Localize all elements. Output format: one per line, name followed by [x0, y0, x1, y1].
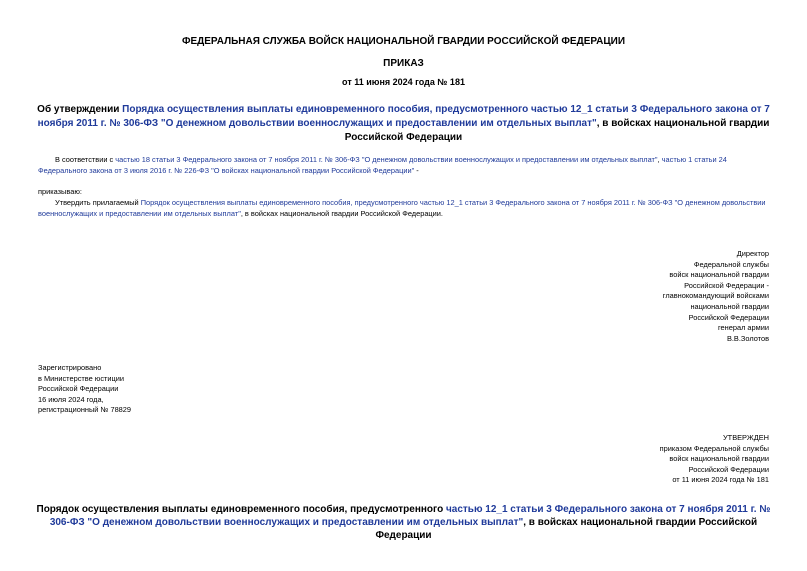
approval-line: Российской Федерации: [688, 464, 769, 474]
approval-block: [660, 433, 769, 486]
title-suffix: , в войсках национальной гвардии Российской Федерации: [344, 118, 770, 143]
preamble-start: В соответствии с: [55, 155, 116, 164]
signature-block: [663, 249, 769, 344]
approve-end: , в войсках национальной гвардии Российской Федерации.: [240, 209, 443, 218]
procedure-law-link[interactable]: частью 12_1 статьи 3 Федерального закона от 7 ноября 2011 г. № 306-ФЗ "О денежном довольствии военнослужащих и предоставлении им отдельных выплат": [49, 504, 771, 528]
procedure-title-suffix: , в войсках национальной гвардии Российской Федерации: [375, 517, 758, 541]
registration-line: 16 июля 2024 года,: [38, 394, 104, 404]
registration-line: Российской Федерации: [38, 384, 119, 394]
approve-paragraph: [38, 197, 769, 219]
registration-line: в Министерстве юстиции: [38, 373, 125, 383]
signature-line: генерал армии: [718, 323, 769, 333]
signature-line: Директор: [736, 249, 769, 258]
signature-line: главнокомандующий войсками: [662, 291, 769, 301]
preamble-mid: ,: [657, 155, 662, 164]
title-procedure-link[interactable]: Порядка осуществления выплаты единовременного пособия, предусмотренного частью 12_1 статьи 3 Федерального закона от 7 ноября 2011 г. № 306-ФЗ "О денежном довольствии военнослужащих и предоставлении им отдельных выплат": [37, 104, 770, 129]
signature-line: Российской Федерации: [688, 312, 769, 322]
procedure-title: [30, 503, 777, 542]
signature-name: В.В.Золотов: [726, 333, 769, 343]
preamble-paragraph: [38, 154, 769, 176]
registration-block: [38, 363, 131, 416]
order-date-number: от 11 июня 2024 года № 181: [342, 77, 465, 87]
law-226fz-link[interactable]: частью 1 статьи 24 Федерального закона от 3 июля 2016 г. № 226-ФЗ "О войсках национальной гвардии Российской Федерации": [38, 155, 727, 175]
registration-line: Зарегистрировано: [38, 363, 102, 372]
order-title: [30, 103, 777, 145]
signature-line: Федеральной службы: [693, 259, 769, 269]
order-verb: приказываю:: [38, 187, 82, 196]
law-306fz-link[interactable]: частью 18 статьи 3 Федерального закона от 7 ноября 2011 г. № 306-ФЗ "О денежном довольствии военнослужащих и предоставлении им отдельных выплат": [115, 155, 658, 164]
procedure-link[interactable]: Порядок осуществления выплаты единовременного пособия, предусмотренного частью 12_1 статьи 3 Федерального закона от 7 ноября 2011 г. № 306-ФЗ "О денежном довольствии военнослужащих и предоставлении им отдельных выплат": [38, 198, 766, 218]
title-prefix: Об утверждении: [37, 104, 123, 115]
agency-heading: ФЕДЕРАЛЬНАЯ СЛУЖБА ВОЙСК НАЦИОНАЛЬНОЙ ГВАРДИИ РОССИЙСКОЙ ФЕДЕРАЦИИ: [181, 36, 626, 47]
signature-line: войск национальной гвардии: [669, 270, 769, 280]
preamble-end: -: [414, 166, 419, 175]
approval-line: приказом Федеральной службы: [659, 443, 769, 453]
document-type: ПРИКАЗ: [383, 58, 424, 69]
signature-line: Российской Федерации -: [684, 280, 769, 290]
procedure-title-prefix: Порядок осуществления выплаты единовременного пособия, предусмотренного: [36, 504, 446, 515]
registration-number: регистрационный № 78829: [38, 405, 132, 415]
approval-line: УТВЕРЖДЕН: [722, 433, 769, 442]
signature-line: национальной гвардии: [690, 301, 769, 311]
approve-start: Утвердить прилагаемый: [55, 198, 141, 207]
approval-date: от 11 июня 2024 года № 181: [672, 475, 769, 485]
approval-line: войск национальной гвардии: [669, 454, 769, 464]
